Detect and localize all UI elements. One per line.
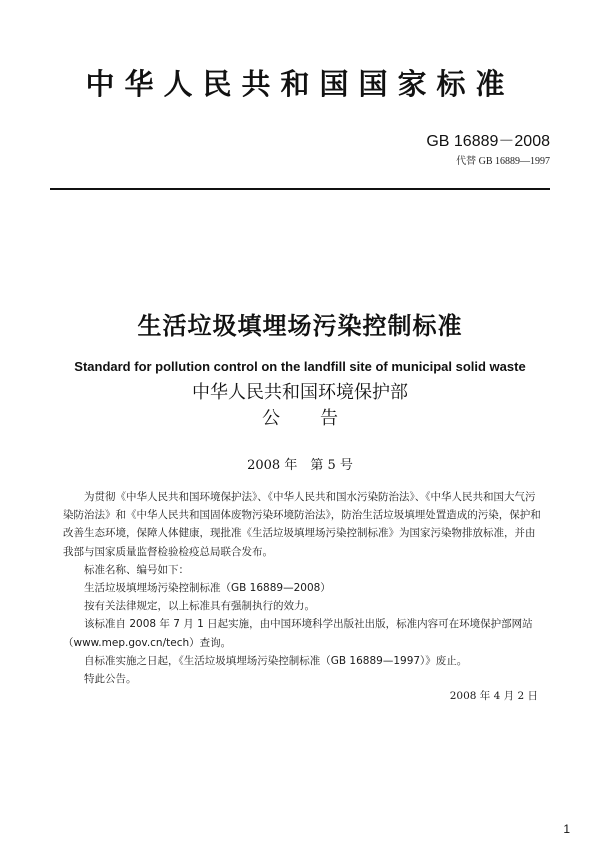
document-title-english: Standard for pollution control on the landfill site of municipal solid waste [74, 359, 526, 374]
header-divider [50, 188, 550, 190]
body-paragraph: 标准名称、编号如下： [84, 563, 189, 576]
body-paragraph: 自标准实施之日起，《生活垃圾填埋场污染控制标准（GB 16889—1997）》废止。 [84, 654, 468, 667]
body-paragraph: 为贯彻《中华人民共和国环境保护法》、《中华人民共和国水污染防治法》、《中华人民共和国大气污染防治法》和《中华人民共和国固体废物污染环境防治法》，防治生活垃圾填埋处置造成的污染，保护和改善生态环境，保障人体健康，现批准《生活垃圾填埋场污染控制标准》为国家污染物排放标准，并由我部与国家质量监督检验检疫总局联合发布。 [63, 491, 541, 558]
announcement-body [63, 488, 541, 688]
issuing-ministry: 中华人民共和国环境保护部 [192, 382, 408, 403]
standard-list-item: 生活垃圾填埋场污染控制标准（GB 16889—2008） [84, 582, 331, 595]
body-paragraph: 按有关法律规定，以上标准具有强制执行的效力。 [84, 600, 315, 613]
announcement-heading: 公告 [262, 408, 378, 429]
issue-number: 2008 年 第 5 号 [247, 458, 353, 473]
announcement-date: 2008 年 4 月 2 日 [449, 690, 538, 702]
standard-number: GB 16889－2008 [426, 133, 550, 150]
body-paragraph: 特此公告。 [84, 673, 137, 686]
page-number: 1 [563, 822, 570, 836]
national-standard-heading: 中华人民共和国国家标准 [85, 67, 515, 101]
replaces-standard: 代替 GB 16889—1997 [456, 156, 550, 167]
body-paragraph: 该标准自 2008 年 7 月 1 日起实施，由中国环境科学出版社出版，标准内容可在环境保护部网站（www.mep.gov.cn/tech）查询。 [63, 618, 533, 649]
document-title-chinese: 生活垃圾填埋场污染控制标准 [137, 312, 463, 340]
